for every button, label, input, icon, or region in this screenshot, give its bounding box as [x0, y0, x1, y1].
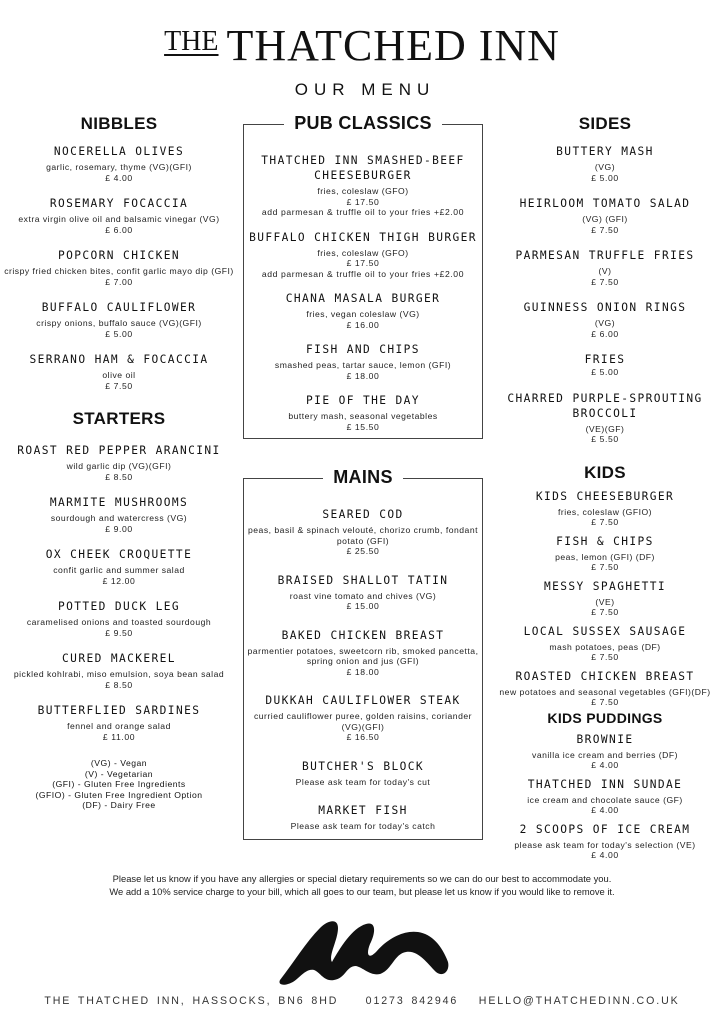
legend-line: (DF) - Dairy Free	[82, 800, 156, 810]
item-price: £ 18.00	[346, 666, 380, 677]
item-extra: add parmesan & truffle oil to your fries +£2.00	[261, 207, 465, 217]
menu-item	[244, 507, 482, 557]
menu-item	[244, 291, 482, 330]
menu-subtitle: OUR MENU	[294, 80, 436, 99]
item-price: £ 8.50	[105, 471, 133, 482]
item-description: new potatoes and seasonal vegetables (GFI)(DF)	[499, 686, 711, 697]
menu-item	[488, 732, 722, 771]
item-price: £ 5.00	[591, 367, 619, 377]
mains-section	[243, 467, 483, 840]
footer-email[interactable]: HELLO@THATCHEDINN.CO.UK	[478, 995, 680, 1007]
item-description: confit garlic and summer salad	[53, 565, 185, 575]
item-name: FRIES	[584, 353, 626, 366]
legend-line: (GFI) - Gluten Free Ingredients	[52, 779, 186, 789]
item-name: BRAISED SHALLOT TATIN	[277, 573, 449, 587]
item-name: HEIRLOOM TOMATO SALAD	[519, 197, 691, 210]
item-description: (VG)	[594, 318, 616, 328]
item-description: (VG) (GFI)	[582, 214, 628, 224]
item-name: BUTTERY MASH	[556, 145, 654, 158]
item-description: pickled kohlrabi, miso emulsion, soya bean salad	[13, 669, 225, 679]
item-name: MARKET FISH	[318, 804, 408, 817]
item-description: fries, coleslaw (GFO)	[317, 186, 409, 196]
menu-item	[488, 300, 722, 339]
menu-item	[244, 759, 482, 788]
item-price: £ 5.50	[591, 434, 619, 444]
item-description: ice cream and chocolate sauce (GF)	[527, 794, 683, 805]
item-name: BUFFALO CHICKEN THIGH BURGER	[249, 230, 477, 244]
menu-item	[488, 144, 722, 183]
item-name: POTTED DUCK LEG	[57, 600, 181, 613]
item-price: £ 5.00	[591, 172, 619, 183]
menu-item	[4, 196, 234, 235]
item-name: BAKED CHICKEN BREAST	[281, 628, 445, 642]
pub-classics-section	[243, 113, 483, 439]
menu-item	[488, 391, 722, 445]
menu-item	[244, 693, 482, 743]
item-price: £ 6.00	[591, 328, 619, 339]
title-main: THATCHED INN	[226, 21, 560, 70]
sides-section	[488, 114, 722, 445]
starters-heading: STARTERS	[72, 409, 166, 428]
item-description: crispy fried chicken bites, confit garlic mayo dip (GFI)	[4, 266, 234, 276]
menu-item	[4, 703, 234, 742]
item-price: £ 7.50	[591, 697, 619, 707]
dietary-legend	[4, 758, 234, 811]
menu-item	[244, 573, 482, 612]
item-name: MARMITE MUSHROOMS	[49, 496, 189, 509]
item-description: fries, vegan coleslaw (VG)	[306, 309, 420, 319]
menu-header	[0, 21, 724, 100]
sides-heading: SIDES	[578, 114, 632, 133]
kids-section	[488, 463, 722, 708]
item-description: caramelised onions and toasted sourdough	[26, 617, 212, 627]
item-description: (VE)(GF)	[585, 423, 625, 434]
item-name: FISH AND CHIPS	[306, 343, 420, 356]
item-name: THATCHED INN SMASHED-BEEF CHEESEBURGER	[261, 154, 465, 182]
menu-item	[488, 534, 722, 573]
menu-item	[488, 822, 722, 861]
menu-item	[488, 196, 722, 235]
allergy-notice	[0, 872, 724, 898]
item-name: ROAST RED PEPPER ARANCINI	[17, 444, 221, 457]
legend-line: (VG) - Vegan	[90, 758, 148, 768]
item-name: CURED MACKEREL	[62, 652, 176, 665]
item-description: vanilla ice cream and berries (DF)	[532, 749, 678, 760]
menu-item	[4, 300, 234, 339]
item-price: £ 5.00	[105, 328, 133, 339]
item-description: (VG)	[594, 162, 616, 172]
item-price: £ 18.00	[346, 370, 380, 381]
item-name: FISH & CHIPS	[556, 534, 654, 548]
menu-item	[4, 547, 234, 586]
item-price: £ 7.00	[105, 276, 133, 287]
menu-item	[4, 599, 234, 638]
item-name: CHANA MASALA BURGER	[285, 292, 441, 305]
item-price: £ 17.50	[346, 258, 380, 268]
item-name: DUKKAH CAULIFLOWER STEAK	[265, 694, 461, 707]
item-name: OX CHEEK CROQUETTE	[45, 548, 193, 561]
menu-item	[488, 489, 722, 528]
item-name: KIDS CHEESEBURGER	[535, 489, 675, 503]
starters-section	[4, 409, 234, 742]
menu-item	[244, 153, 482, 218]
item-name: SEARED COD	[322, 508, 404, 521]
item-price: £ 25.50	[346, 546, 380, 556]
item-description: olive oil	[102, 370, 136, 380]
menu-item	[244, 230, 482, 280]
item-price: £ 7.50	[591, 276, 619, 287]
item-name: ROSEMARY FOCACCIA	[49, 197, 189, 210]
kids-puddings-heading: KIDS PUDDINGS	[547, 709, 663, 726]
item-name: GUINNESS ONION RINGS	[523, 301, 687, 314]
menu-item	[488, 669, 722, 708]
item-name: SERRANO HAM & FOCACCIA	[29, 353, 209, 366]
menu-item	[244, 393, 482, 432]
item-extra: add parmesan & truffle oil to your fries +£2.00	[261, 268, 465, 279]
item-name: CHARRED PURPLE-SPROUTING BROCCOLI	[507, 391, 703, 420]
item-name: NOCERELLA OLIVES	[53, 145, 185, 158]
item-price: £ 7.50	[591, 607, 619, 617]
pub-classics-heading: PUB CLASSICS	[284, 113, 442, 133]
item-price: £ 9.50	[105, 627, 133, 638]
menu-item	[4, 495, 234, 534]
notice-line-allergies: Please let us know if you have any allergies or special dietary requirements so we can do our best to accommodate you.	[112, 873, 612, 884]
item-description: sourdough and watercress (VG)	[50, 513, 188, 523]
item-price: £ 4.00	[105, 172, 133, 183]
legend-line: (V) - Vegetarian	[84, 768, 154, 779]
item-description: buttery mash, seasonal vegetables	[288, 411, 438, 421]
item-price: £ 7.50	[591, 517, 619, 527]
menu-item	[488, 352, 722, 378]
menu-item	[488, 777, 722, 816]
item-name: BUTCHER'S BLOCK	[301, 759, 425, 773]
item-price: £ 9.00	[105, 523, 133, 534]
kids-heading: KIDS	[584, 462, 626, 482]
menu-item	[4, 651, 234, 690]
footer-contact	[0, 995, 724, 1007]
item-description: parmentier potatoes, sweetcorn rib, smoked pancetta, spring onion and jus (GFI)	[247, 645, 479, 666]
item-name: 2 SCOOPS OF ICE CREAM	[519, 822, 691, 836]
menu-item	[244, 342, 482, 381]
item-description: smashed peas, tartar sauce, lemon (GFI)	[274, 360, 452, 370]
left-column	[4, 114, 234, 811]
legend-line: (GFIO) - Gluten Free Ingredient Option	[35, 789, 203, 800]
item-description: (VE)	[595, 596, 615, 607]
menu-item	[488, 624, 722, 663]
footer-phone[interactable]: 01273 842946	[365, 995, 459, 1007]
item-name: BUTTERFLIED SARDINES	[37, 704, 201, 717]
item-price: £ 4.00	[591, 805, 619, 815]
item-price: £ 7.50	[591, 652, 619, 662]
item-price: £ 7.50	[591, 562, 619, 572]
item-price: £ 17.50	[346, 196, 380, 207]
menu-item	[4, 144, 234, 183]
kids-puddings-section	[488, 710, 722, 861]
menu-item	[244, 803, 482, 832]
brush-logo-icon	[272, 912, 452, 992]
item-name: MESSY SPAGHETTI	[543, 579, 667, 593]
menu-item	[4, 248, 234, 287]
item-description: please ask team for today's selection (VE)	[514, 839, 696, 850]
mains-heading: MAINS	[323, 467, 403, 487]
menu-item	[488, 248, 722, 287]
item-description: peas, basil & spinach velouté, chorizo crumb, fondant potato (GFI)	[247, 525, 478, 546]
item-name: BUFFALO CAULIFLOWER	[41, 301, 197, 314]
item-description: curried cauliflower puree, golden raisins, coriander (VG)(GFI)	[253, 711, 473, 732]
item-name: POPCORN CHICKEN	[57, 249, 181, 262]
item-price: £ 4.00	[591, 850, 619, 860]
item-price: £ 8.50	[105, 679, 133, 690]
item-price: £ 12.00	[102, 575, 136, 586]
item-name: LOCAL SUSSEX SAUSAGE	[523, 624, 687, 638]
menu-item	[4, 443, 234, 482]
item-description: fries, coleslaw (GFIO)	[557, 506, 653, 517]
nibbles-heading: NIBBLES	[80, 114, 158, 133]
item-description: garlic, rosemary, thyme (VG)(GFI)	[46, 162, 192, 172]
item-description: Please ask team for today's cut	[295, 776, 431, 787]
item-price: £ 11.00	[102, 731, 136, 742]
item-description: wild garlic dip (VG)(GFI)	[66, 461, 172, 471]
item-price: £ 7.50	[105, 380, 133, 391]
item-description: mash potatoes, peas (DF)	[549, 641, 661, 652]
item-description: fennel and orange salad	[67, 721, 171, 731]
item-price: £ 6.00	[105, 224, 133, 235]
item-description: peas, lemon (GFI) (DF)	[555, 551, 655, 562]
item-name: BROWNIE	[576, 732, 634, 746]
menu-item	[4, 352, 234, 391]
item-price: £ 7.50	[591, 224, 619, 235]
item-price: £ 15.00	[346, 601, 380, 611]
notice-line-service-charge: We add a 10% service charge to your bill, which all goes to our team, but please let us know if you would like to remove it.	[109, 886, 615, 897]
item-description: Please ask team for today's catch	[290, 821, 436, 831]
item-price: £ 15.50	[346, 421, 380, 432]
item-description: roast vine tomato and chives (VG)	[289, 590, 437, 601]
item-name: PIE OF THE DAY	[306, 394, 420, 407]
menu-item	[244, 628, 482, 678]
item-name: ROASTED CHICKEN BREAST	[515, 669, 695, 683]
menu-item	[488, 579, 722, 618]
item-price: £ 4.00	[591, 760, 619, 770]
item-description: extra virgin olive oil and balsamic vinegar (VG)	[18, 214, 220, 224]
item-price: £ 16.50	[346, 732, 380, 742]
title-the: THE	[164, 26, 219, 57]
item-description: (V)	[598, 266, 612, 276]
footer-address: THE THATCHED INN, HASSOCKS, BN6 8HD	[44, 995, 339, 1007]
item-description: fries, coleslaw (GFO)	[317, 247, 409, 258]
item-description: crispy onions, buffalo sauce (VG)(GFI)	[36, 318, 202, 328]
item-name: PARMESAN TRUFFLE FRIES	[515, 249, 695, 262]
nibbles-section	[4, 114, 234, 391]
item-price: £ 16.00	[346, 319, 380, 330]
item-name: THATCHED INN SUNDAE	[527, 777, 683, 791]
right-column	[488, 114, 722, 861]
menu-title	[0, 21, 724, 74]
